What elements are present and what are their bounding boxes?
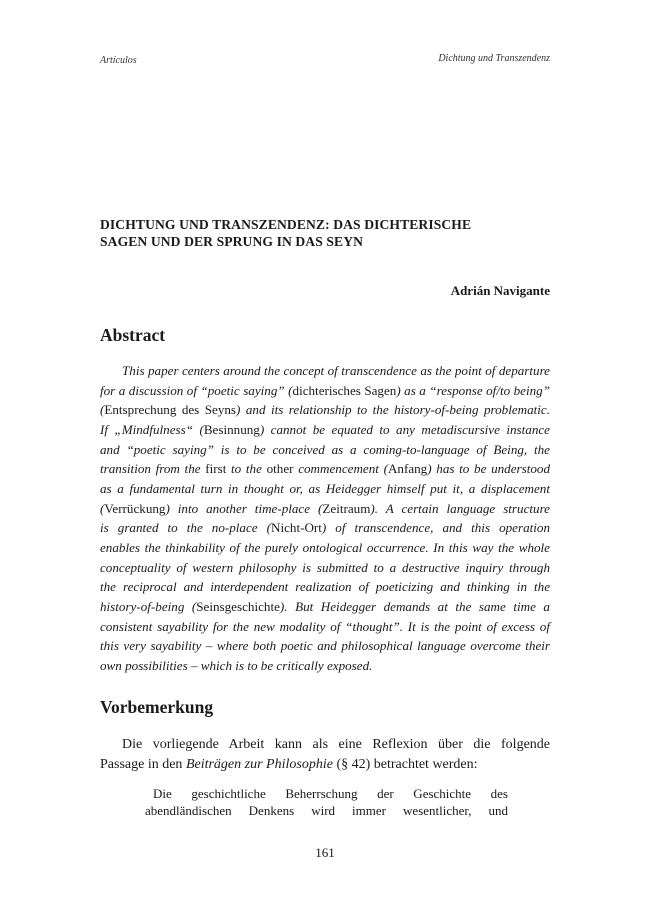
- page-number: 161: [315, 845, 335, 860]
- paragraph-line: [100, 735, 550, 755]
- abstract-text: ) has to be understood: [427, 461, 550, 477]
- abstract-text: this very sayability – where both poetic and philosophical language overcome their: [100, 638, 550, 654]
- body-paragraph: [100, 735, 550, 775]
- abstract-text: commencement (: [293, 461, 388, 477]
- abstract-text: ) of transcendence, and this operation: [321, 520, 550, 536]
- abstract-line: [100, 577, 550, 597]
- abstract-text: history-of-being (: [100, 598, 197, 614]
- article-title-line: DICHTUNG UND TRANSZENDENZ: DAS DICHTERISCHE: [100, 217, 472, 232]
- quote-line: Die geschichtliche Beherrschung der Geschichte des: [153, 786, 508, 801]
- abstract-text: ). A certain language structure: [370, 500, 550, 516]
- abstract-line: [100, 361, 550, 381]
- abstract-text: ) cannot be equated to any metadiscursive instance: [259, 421, 550, 437]
- abstract-text: to the: [226, 461, 267, 477]
- abstract-text: (: [100, 500, 105, 516]
- abstract-text: Entsprechung des Seyns: [104, 402, 237, 418]
- abstract-line: [100, 459, 550, 479]
- abstract-line: [100, 558, 550, 578]
- abstract-text: other: [266, 461, 294, 477]
- abstract-text: first: [205, 461, 227, 477]
- abstract-text: own possibilities – which is to be critically exposed.: [100, 657, 373, 673]
- abstract-text: the reciprocal and interdependent realization of poeticizing and thinking in the: [100, 579, 550, 595]
- abstract-text: (: [100, 402, 105, 418]
- abstract-line: [100, 636, 550, 656]
- abstract-text: transition from the: [100, 461, 206, 477]
- abstract-text: consistent sayability for the new modality of “thought”. It is the point of excess of: [100, 618, 550, 634]
- abstract-line: [100, 479, 550, 499]
- article-title: [100, 216, 550, 250]
- abstract-body: [100, 361, 550, 676]
- abstract-line: [100, 440, 550, 460]
- paragraph-line: [100, 755, 550, 775]
- abstract-line: [100, 617, 550, 637]
- abstract-text: dichterisches Sagen: [292, 382, 397, 398]
- abstract-line: [100, 499, 550, 519]
- abstract-text: ) and its relationship to the history-of-being problematic.: [236, 402, 551, 418]
- paragraph-text: (§ 42) betrachtet werden:: [332, 757, 478, 772]
- abstract-text: ). But Heidegger demands at the same time a: [279, 598, 550, 614]
- abstract-line: [100, 538, 550, 558]
- article-title-line: SAGEN UND DER SPRUNG IN DAS SEYN: [100, 234, 364, 249]
- abstract-text: for a discussion of “poetic saying” (: [100, 382, 293, 398]
- abstract-text: as a fundamental turn in thought or, as Heidegger himself put it, a displacement: [100, 480, 550, 496]
- running-header-left: Artículos: [100, 55, 137, 66]
- abstract-text: If „Mindfulness“ (: [100, 421, 204, 437]
- abstract-text: enables the thinkability of the purely ontological occurrence. In this way the whole: [100, 539, 550, 555]
- abstract-text: and “poetic saying” is to be conceived as a coming-to-language of Being, the: [100, 441, 550, 457]
- abstract-text: Anfang: [387, 461, 428, 477]
- abstract-line: [100, 518, 550, 538]
- abstract-text: is granted to the no-place (: [100, 520, 271, 536]
- abstract-line: [100, 656, 550, 676]
- abstract-text: This paper centers around the concept of transcendence as the point of departure: [122, 363, 550, 378]
- paragraph-text: Beiträgen zur Philosophie: [185, 757, 333, 772]
- abstract-text: Nicht-Ort: [271, 520, 322, 536]
- abstract-text: ) into another time-place (: [165, 500, 323, 516]
- abstract-text: Seinsgeschichte: [196, 598, 280, 614]
- abstract-heading: Abstract: [100, 325, 166, 345]
- paragraph-text: Passage in den: [100, 757, 186, 772]
- abstract-text: Verrückung: [104, 500, 166, 516]
- abstract-text: Zeitraum: [322, 500, 371, 516]
- abstract-line: [100, 381, 550, 401]
- paragraph-text: Die vorliegende Arbeit kann als eine Reflexion über die folgende: [122, 737, 550, 752]
- running-header-right: Dichtung und Transzendenz: [438, 53, 550, 64]
- abstract-text: ) as a “response of/to being”: [396, 382, 550, 398]
- abstract-line: [100, 400, 550, 420]
- abstract-line: [100, 597, 550, 617]
- section-heading: Vorbemerkung: [100, 697, 214, 717]
- block-quote: [145, 785, 508, 819]
- abstract-text: Besinnung: [203, 421, 260, 437]
- abstract-line: [100, 420, 550, 440]
- abstract-text: conceptuality of western philosophy is submitted to a destructive inquiry through: [100, 559, 550, 575]
- article-author: Adrián Navigante: [450, 283, 550, 298]
- quote-line: abendländischen Denkens wird immer wesentlicher, und: [145, 803, 508, 818]
